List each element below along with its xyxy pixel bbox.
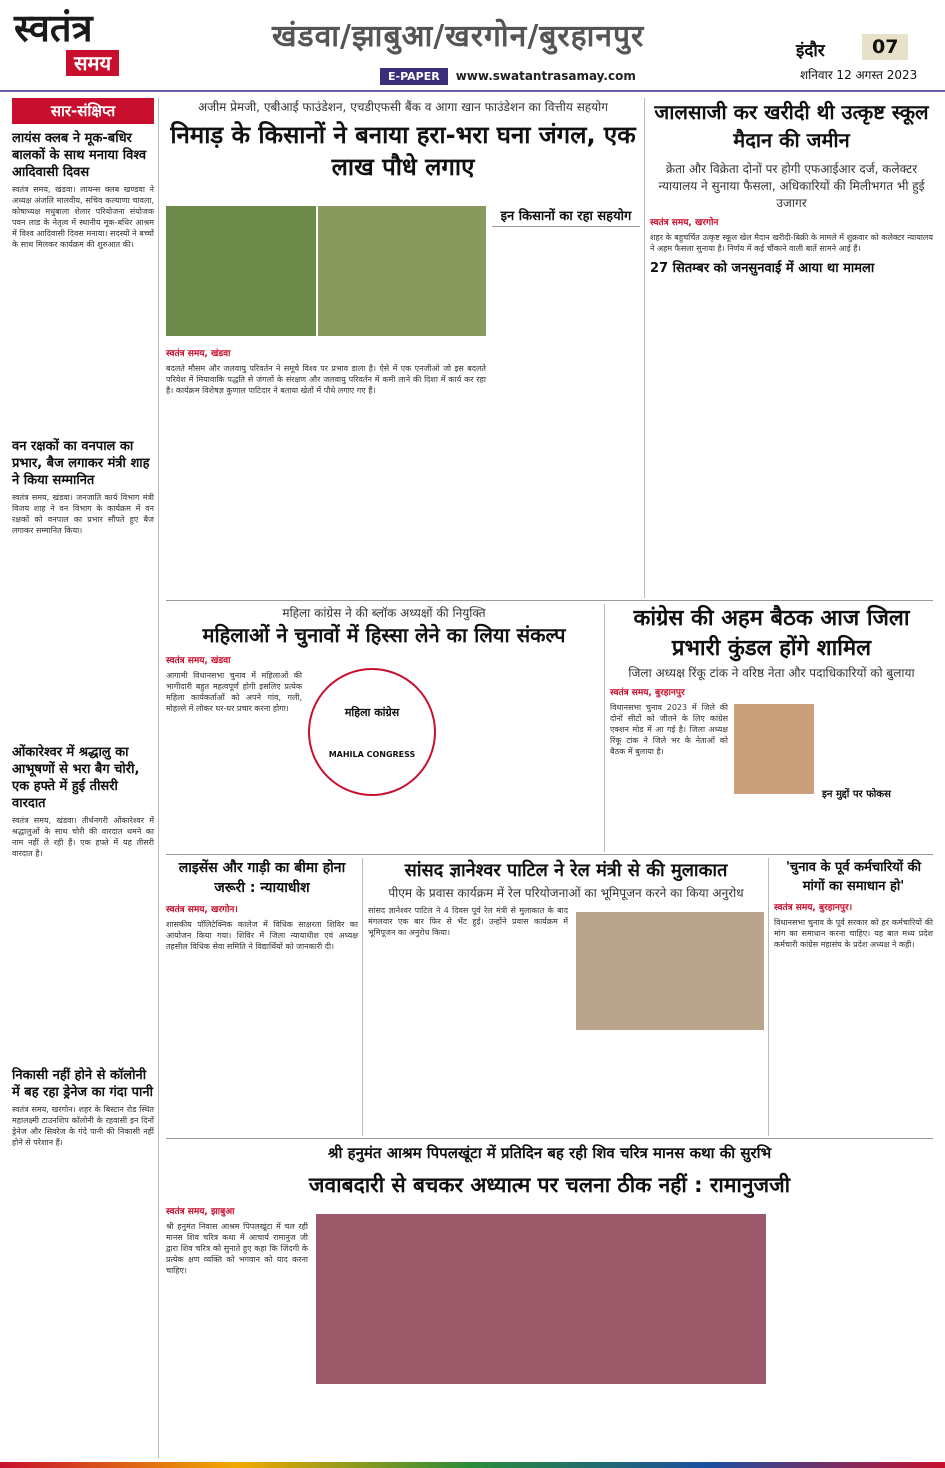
- fraud-story[interactable]: [650, 98, 933, 598]
- license-byline: स्वतंत्र समय, खरगोन।: [166, 905, 238, 915]
- workers-text: विधानसभा चुनाव के पूर्व सरकार को हर कर्मचारियों की मांग का समाधान करना चाहिए। यह बात मध्य प्रदेश कर्मचारी कांग्रेस महासंघ के प्रदेश अध्यक्ष ने कही।: [774, 918, 933, 949]
- page-number: 07: [862, 34, 908, 60]
- brief-body: स्वतंत्र समय, खंडवा। जनजाति कार्य विभाग मंत्री विजय शाह ने वन विभाग के कार्यक्रम में वन रक्षकों को वनपाल का प्रभार सौंपते हुए बैज लगाकर सम्मानित किया।: [12, 493, 154, 535]
- site-link[interactable]: www.swatantrasamay.com: [455, 69, 636, 83]
- katha-text: श्री हनुमंत निवास आश्रम पिपलखूंटा में चल रही मानस शिव चरित्र कथा में आचार्य रामानुज जी द्वारा शिव चरित्र को सुनाते हुए कहा कि जिंदगी के प्रत्येक क्षण व्यक्ति को भगवान को याद करना चाहिए।: [166, 1222, 308, 1275]
- lead-byline: स्वतंत्र समय, खंडवा: [166, 349, 231, 359]
- supporters-box-title: इन किसानों का रहा सहयोग: [492, 204, 640, 227]
- congress-sub: जिला अध्यक्ष रिंकू टांक ने वरिष्ठ नेता और पदाधिकारियों को बुलाया: [628, 666, 915, 680]
- edition-title: खंडवा/झाबुआ/खरगोन/बुरहानपुर: [272, 19, 645, 54]
- column-rule: [768, 858, 769, 1136]
- logo-english: MAHILA CONGRESS: [328, 750, 416, 759]
- epaper-bar: [380, 66, 636, 86]
- lead-kicker: अजीम प्रेमजी, एबीआई फाउंडेशन, एचडीएफसी बैंक व आगा खान फाउंडेशन का वित्तीय सहयोग: [198, 100, 608, 114]
- license-headline: लाइसेंस और गाड़ी का बीमा होना जरूरी : न्यायाधीश: [178, 860, 346, 896]
- section-divider: [166, 600, 933, 601]
- mahila-text: आगामी विधानसभा चुनाव में महिलाओं की भागीदारी बहुत महत्वपूर्ण होगी इसलिए प्रत्येक महिला कार्यकर्ताओं को अपने गांव, गली, मोहल्ले में लोकर घर-घर प्रचार करना होगा।: [166, 671, 302, 713]
- katha-banner: श्री हनुमंत आश्रम पिपलखूंटा में प्रतिदिन बह रही शिव चरित्र मानस कथा की सुरभि: [327, 1144, 772, 1162]
- sidebar-briefs: [12, 98, 154, 1458]
- rail-headline: सांसद ज्ञानेश्वर पाटिल ने रेल मंत्री से की मुलाकात: [404, 860, 728, 881]
- logo-hindi: महिला कांग्रेस: [344, 706, 400, 719]
- rail-sub: पीएम के प्रवास कार्यक्रम में रेल परियोजनाओं का भूमिपूजन करने का किया अनुरोध: [388, 886, 744, 900]
- brief-title: वन रक्षकों का वनपाल का प्रभार, बैज लगाकर मंत्री शाह ने किया सम्मानित: [12, 439, 150, 488]
- congress-text: विधानसभा चुनाव 2023 में जिले की दोनों सीटों को जीतने के लिए कांग्रेस एक्शन मोड में आ गई है। जिला अध्यक्ष रिंकू टांक ने जिले भर के नेताओं को बैठक में बुलाया है।: [610, 703, 728, 756]
- brief-story[interactable]: [12, 744, 154, 859]
- license-text: शासकीय पॉलिटेक्निक कालेज में विधिक साक्षरता शिविर का आयोजन किया गया। शिविर में जिला न्यायाधीश एवं अध्यक्ष तहसील विधिक सेवा समिति ने विद्यार्थियों को जानकारी दी।: [166, 920, 358, 951]
- lead-headline: निमाड़ के किसानों ने बनाया हरा-भरा घना जंगल, एक लाख पौधे लगाए: [170, 121, 636, 181]
- lead-text: बदलते मौसम और जलवायु परिवर्तन ने समूचे विश्व पर प्रभाव डाला है। ऐसे में एक एनजीओ जो इस बदलते परिवेश में मियावाकि पद्धति से जंगलों के संरक्षण और जलवायु परिवर्तन में कमी लाने की दिशा में कार्य कर रहा है। कार्यक्रम विशेषज्ञ कुणाल पाटिदार ने बताया खेतों में पौधे लगाए गए हैं।: [166, 364, 486, 395]
- city-name: इंदौर: [796, 41, 825, 61]
- logo-bottom-text: समय: [66, 50, 119, 76]
- fraud-text: शहर के बहुचर्चित उत्कृष्ट स्कूल खेल मैदान खरीदी-बिक्री के मामले में शुक्रवार को कलेक्टर न्यायालय ने अहम फैसला सुनाया है। निर्णय में कई चौंकाने वाली बातें सामने आई हैं।: [650, 233, 933, 253]
- section-divider: [166, 1138, 933, 1139]
- rail-story[interactable]: [368, 858, 764, 1136]
- congress-subhead: इन मुद्दों पर फोकस: [822, 789, 891, 800]
- workers-story[interactable]: [774, 858, 933, 1136]
- mahila-headline: महिलाओं ने चुनावों में हिस्सा लेने का लिया संकल्प: [202, 623, 566, 647]
- katha-byline: स्वतंत्र समय, झाबुआ: [166, 1207, 235, 1217]
- congress-headline: कांग्रेस की अहम बैठक आज जिला प्रभारी कुंडल होंगे शामिल: [633, 606, 910, 661]
- issue-date: शनिवार 12 अगस्त 2023: [800, 68, 918, 82]
- katha-headline: जवाबदारी से बचकर अध्यात्म पर चलना ठीक नहीं : रामानुजजी: [308, 1173, 791, 1197]
- brief-title: निकासी नहीं होने से कॉलोनी में बह रहा ड्रेनेज का गंदा पानी: [12, 1068, 153, 1100]
- katha-story[interactable]: [166, 1142, 933, 1460]
- column-rule: [362, 858, 363, 1136]
- congress-story[interactable]: [610, 604, 933, 852]
- column-rule: [604, 604, 605, 852]
- brief-title: ओंकारेश्वर में श्रद्धालु का आभूषणों से भरा बैग चोरी, एक हफ्ते में हुई तीसरी वारदात: [12, 745, 140, 811]
- workers-headline: 'चुनाव के पूर्व कर्मचारियों की मांगों का समाधान हो': [785, 860, 922, 894]
- workers-byline: स्वतंत्र समय, बुरहानपुर।: [774, 903, 853, 913]
- mahila-congress-logo: [308, 668, 436, 796]
- supporters-box: [492, 204, 640, 454]
- masthead: [0, 0, 945, 92]
- section-divider: [166, 854, 933, 855]
- mahila-byline: स्वतंत्र समय, खंडवा: [166, 656, 231, 666]
- plantation-photo: [166, 206, 316, 336]
- lead-body: [166, 342, 486, 396]
- katha-photos: [316, 1214, 766, 1384]
- fraud-sub: क्रेता और विक्रेता दोनों पर होगी एफआईआर दर्ज, कलेक्टर न्यायालय ने सुनाया फैसला, अधिकारियों की मिलीभगत भी हुई उजागर: [658, 162, 925, 210]
- rail-text: सांसद ज्ञानेश्वर पाटिल ने 4 दिवस पूर्व रेल मंत्री से मुलाकात के बाद मंगलवार एक बार फिर से भेंट हुई। उन्होंने प्रवास कार्यक्रम में भूमिपूजन का अनुरोध किया।: [368, 906, 568, 937]
- mahila-kicker: महिला कांग्रेस ने की ब्लॉक अध्यक्षों की नियुक्ति: [282, 606, 486, 620]
- lead-story[interactable]: [166, 98, 640, 598]
- fraud-byline: स्वतंत्र समय, खरगोन: [650, 218, 719, 228]
- brief-body: स्वतंत्र समय, खंडवा। तीर्थनगरी ओंकारेश्वर में श्रद्धालुओं के साथ चोरी की वारदात थमने का नाम नहीं ले रही हैं। एक हफ्ते में यह तीसरी वारदात है।: [12, 816, 154, 858]
- leader-photo: [734, 704, 814, 794]
- column-rule: [644, 98, 645, 598]
- rail-meeting-photo: [576, 912, 764, 1030]
- farmer-photo: [318, 206, 486, 336]
- congress-byline: स्वतंत्र समय, बुरहानपुर: [610, 688, 685, 698]
- newspaper-logo: [14, 6, 164, 86]
- logo-top-text: स्वतंत्र: [14, 5, 93, 50]
- brief-body: स्वतंत्र समय, खरगोन। शहर के बिस्टान रोड स्थित महालक्ष्मी टाउनशिप कॉलोनी के रहवासी इन दिनों ड्रेनेज और सिवरेज के गंदे पानी की निकासी नहीं होने से परेशान हैं।: [12, 1105, 154, 1147]
- brief-story[interactable]: [12, 1067, 154, 1148]
- brief-story[interactable]: [12, 130, 154, 250]
- brief-story[interactable]: [12, 438, 154, 536]
- epaper-label: E-PAPER: [380, 68, 448, 85]
- color-bar: [0, 1462, 945, 1468]
- brief-body: स्वतंत्र समय, खंडवा। लायन्स क्लब खण्डवा ने अध्यक्ष अंजलि मालवीय, सचिव कल्याणा चावला, कोषाध्यक्ष मधुबाला शेलार परियोजना संयोजक पवन लाड के नेतृत्व में स्थानीय मूक-बधिर आश्रम में विश्व आदिवासी दिवस मनाया। सदस्यों ने बच्चों के साथ मिलकर कार्यक्रम की शुरुआत की।: [12, 185, 154, 249]
- fraud-subhead: 27 सितम्बर को जनसुनवाई में आया था मामला: [650, 261, 875, 276]
- fraud-headline: जालसाजी कर खरीदी थी उत्कृष्ट स्कूल मैदान की जमीन: [654, 100, 929, 152]
- brief-title: लायंस क्लब ने मूक-बधिर बालकों के साथ मनाया विश्व आदिवासी दिवस: [12, 131, 147, 180]
- sidebar-heading: सार-संक्षिप्त: [12, 98, 154, 124]
- mahila-story[interactable]: [166, 604, 602, 852]
- column-rule: [158, 98, 159, 1458]
- license-story[interactable]: [166, 858, 358, 1136]
